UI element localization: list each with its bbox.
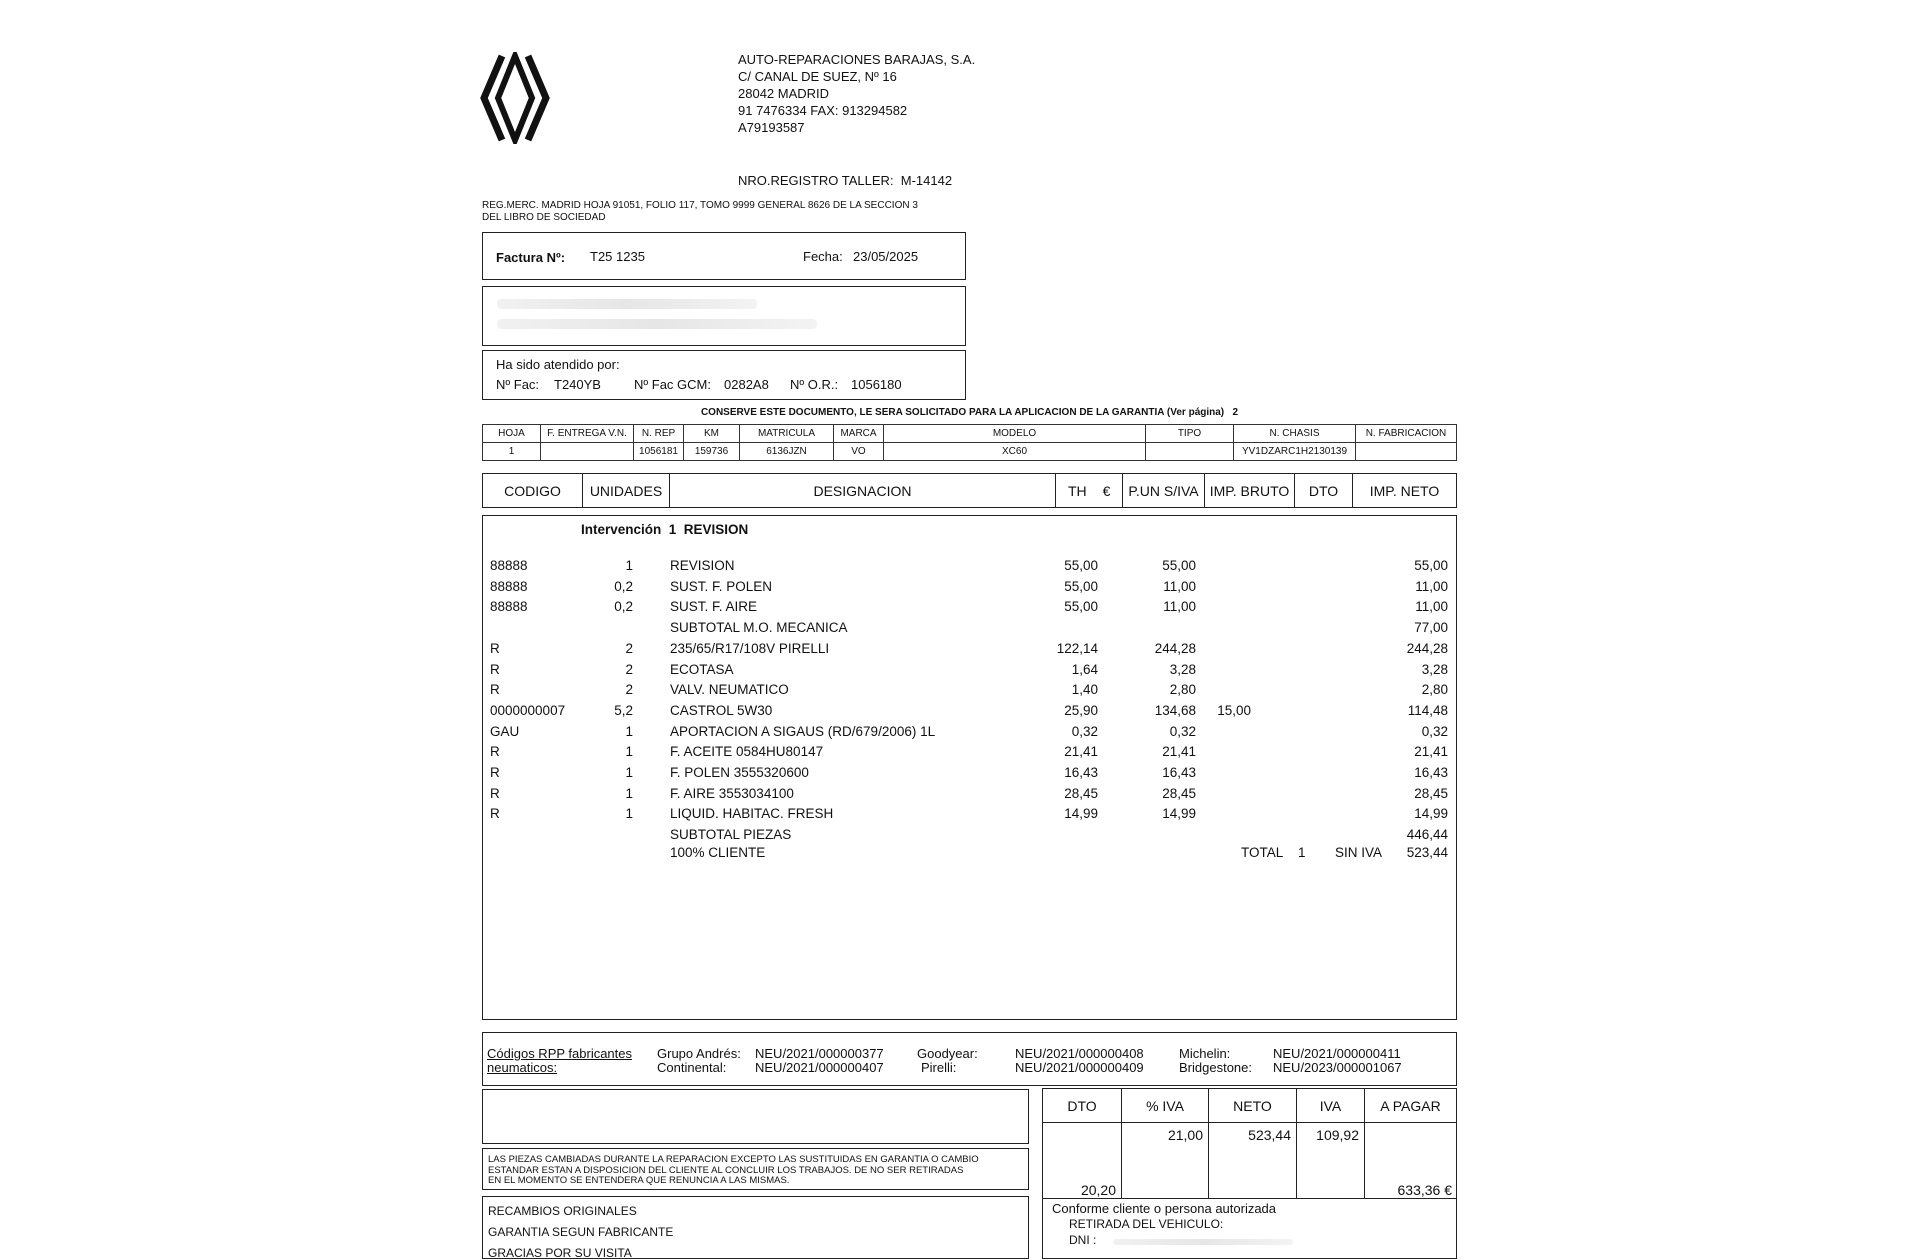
line-bruto: 0,32 bbox=[1169, 723, 1196, 739]
vh-nrep: N. REP bbox=[634, 425, 684, 443]
line-units: 2 bbox=[625, 640, 633, 656]
vv-modelo: XC60 bbox=[884, 443, 1146, 461]
line-neto: 114,48 bbox=[1407, 702, 1448, 718]
vv-matricula: 6136JZN bbox=[740, 443, 834, 461]
renault-logo bbox=[480, 52, 550, 144]
customer-box bbox=[482, 286, 966, 346]
line-bruto: 21,41 bbox=[1162, 744, 1196, 760]
date-label: Fecha: bbox=[803, 249, 843, 264]
signature-box bbox=[1042, 1198, 1457, 1259]
footer-notes-box bbox=[482, 1196, 1029, 1259]
total-dto: 20,20 bbox=[1043, 1123, 1122, 1199]
line-bruto: 3,28 bbox=[1169, 661, 1196, 677]
line-pun: 0,32 bbox=[1071, 723, 1098, 739]
fac-value: T240YB bbox=[554, 377, 601, 392]
legal-line-1: LAS PIEZAS CAMBIADAS DURANTE LA REPARACION EXCEPTO LAS SUSTITUIDAS EN GARANTIA O CAMBIO bbox=[488, 1154, 979, 1165]
vh-km: KM bbox=[684, 425, 740, 443]
goodyear-code: NEU/2021/000000408 bbox=[1015, 1046, 1144, 1061]
lines-header-row bbox=[483, 474, 1457, 508]
legal-line-3: EN EL MOMENTO SE ENTENDERA QUE RENUNCIA A LAS MISMAS. bbox=[488, 1175, 790, 1186]
client-amount: 523,44 bbox=[1406, 845, 1448, 860]
line-desig: REVISION bbox=[670, 558, 735, 573]
line-neto: 11,00 bbox=[1415, 578, 1448, 594]
line-bruto: 134,68 bbox=[1154, 702, 1196, 718]
warranty-notice: CONSERVE ESTE DOCUMENTO, LE SERA SOLICITADO PARA LA APLICACION DE LA GARANTIA (Ver página) 2 bbox=[700, 407, 1239, 418]
vv-tipo bbox=[1146, 443, 1234, 461]
company-phone: 91 7476334 FAX: 913294582 bbox=[738, 103, 908, 118]
michelin-code: NEU/2021/000000411 bbox=[1273, 1046, 1401, 1061]
line-pun: 21,41 bbox=[1064, 744, 1098, 760]
line-item bbox=[483, 577, 1456, 598]
line-pun: 55,00 bbox=[1064, 558, 1098, 573]
line-bruto: 28,45 bbox=[1162, 785, 1196, 801]
lh-codigo: CODIGO bbox=[483, 474, 583, 508]
line-neto: 244,28 bbox=[1406, 640, 1448, 656]
line-code: R bbox=[490, 744, 500, 760]
th-iva: IVA bbox=[1297, 1089, 1365, 1123]
vv-marca: VO bbox=[834, 443, 884, 461]
or-value: 1056180 bbox=[851, 377, 902, 392]
line-code: GAU bbox=[490, 723, 520, 739]
line-bruto: 55,00 bbox=[1162, 558, 1196, 573]
grupo-andres-code: NEU/2021/000000377 bbox=[755, 1046, 884, 1061]
total-neto: 523,44 bbox=[1209, 1123, 1297, 1199]
line-desig: CASTROL 5W30 bbox=[670, 702, 773, 718]
th-a-pagar: A PAGAR bbox=[1365, 1089, 1457, 1123]
line-desig: 235/65/R17/108V PIRELLI bbox=[670, 640, 830, 656]
vv-nrep: 1056181 bbox=[634, 443, 684, 461]
line-item bbox=[483, 597, 1456, 618]
line-desig: APORTACION A SIGAUS (RD/679/2006) 1L bbox=[670, 723, 936, 739]
footer-note-1: RECAMBIOS ORIGINALES bbox=[488, 1204, 637, 1218]
redacted-customer bbox=[497, 299, 757, 309]
invoice-date: 23/05/2025 bbox=[853, 249, 919, 264]
client-total-label: TOTAL bbox=[1241, 845, 1284, 860]
vv-km: 159736 bbox=[684, 443, 740, 461]
vv-entrega bbox=[541, 443, 634, 461]
line-item bbox=[483, 742, 1456, 763]
empty-notes-box bbox=[482, 1089, 1029, 1144]
vh-hoja: HOJA bbox=[483, 425, 541, 443]
company-cif: A79193587 bbox=[738, 120, 805, 135]
line-pun: 16,43 bbox=[1064, 765, 1098, 780]
line-code: R bbox=[490, 785, 500, 801]
rpp-title-2: neumaticos: bbox=[487, 1060, 558, 1075]
line-units: 1 bbox=[625, 744, 633, 760]
line-item bbox=[483, 701, 1456, 722]
redacted-dni bbox=[1113, 1239, 1293, 1245]
line-neto: 28,45 bbox=[1414, 785, 1448, 801]
line-code: R bbox=[490, 661, 500, 677]
line-bruto: 16,43 bbox=[1162, 765, 1196, 780]
line-neto: 16,43 bbox=[1414, 765, 1448, 780]
line-desig: LIQUID. HABITAC. FRESH bbox=[670, 806, 834, 822]
line-code: R bbox=[490, 640, 500, 656]
lh-bruto: IMP. BRUTO bbox=[1205, 474, 1295, 508]
line-pun: 14,99 bbox=[1064, 806, 1098, 822]
lh-th-euro bbox=[1056, 474, 1123, 508]
line-code: 88888 bbox=[490, 558, 528, 573]
line-pun: 1,40 bbox=[1071, 682, 1098, 698]
signature-line-2: RETIRADA DEL VEHICULO: bbox=[1069, 1217, 1224, 1231]
registro-taller: NRO.REGISTRO TALLER: M-14142 bbox=[738, 173, 953, 188]
line-desig: SUBTOTAL M.O. MECANICA bbox=[670, 620, 848, 636]
line-pun: 55,00 bbox=[1064, 578, 1098, 594]
attended-title: Ha sido atendido por: bbox=[496, 357, 620, 372]
vh-entrega: F. ENTREGA V.N. bbox=[541, 425, 634, 443]
line-pun: 122,14 bbox=[1056, 640, 1098, 656]
line-bruto: 14,99 bbox=[1162, 806, 1196, 822]
line-units: 2 bbox=[625, 661, 633, 677]
line-desig: SUBTOTAL PIEZAS bbox=[670, 827, 792, 843]
client-desig: 100% CLIENTE bbox=[670, 845, 766, 860]
line-code: R bbox=[490, 806, 500, 822]
lh-designacion: DESIGNACION bbox=[670, 474, 1056, 508]
th-dto: DTO bbox=[1043, 1089, 1122, 1123]
vehicle-header-row bbox=[483, 425, 1457, 443]
line-item bbox=[483, 784, 1456, 805]
line-units: 5,2 bbox=[614, 702, 633, 718]
grupo-andres-label: Grupo Andrés: bbox=[657, 1046, 741, 1061]
total-iva: 109,92 bbox=[1297, 1123, 1365, 1199]
line-item bbox=[483, 556, 1456, 577]
lh-neto: IMP. NETO bbox=[1353, 474, 1457, 508]
totals-value-row bbox=[1043, 1123, 1457, 1199]
line-code: 88888 bbox=[490, 578, 528, 594]
redacted-address bbox=[497, 319, 817, 329]
line-item bbox=[483, 722, 1456, 743]
line-pun: 55,00 bbox=[1064, 599, 1098, 615]
rpp-codes bbox=[482, 1032, 1457, 1086]
michelin-label: Michelin: bbox=[1179, 1046, 1231, 1061]
footer-note-2: GARANTIA SEGUN FABRICANTE bbox=[488, 1225, 674, 1239]
total-iva-pct: 21,00 bbox=[1122, 1123, 1209, 1199]
gcm-label: Nº Fac GCM: bbox=[634, 377, 711, 392]
line-neto: 21,41 bbox=[1414, 744, 1448, 760]
lh-euro: € bbox=[1102, 482, 1111, 499]
line-bruto: 11,00 bbox=[1163, 578, 1196, 594]
totals-header-row bbox=[1043, 1089, 1457, 1123]
line-item bbox=[483, 680, 1456, 701]
vh-chasis: N. CHASIS bbox=[1234, 425, 1356, 443]
bridgestone-label: Bridgestone: bbox=[1179, 1060, 1252, 1075]
vv-hoja: 1 bbox=[483, 443, 541, 461]
vehicle-table bbox=[482, 424, 1457, 461]
invoice-number: T25 1235 bbox=[590, 249, 645, 264]
line-neto: 3,28 bbox=[1421, 661, 1448, 677]
reg-merc-line-2: DEL LIBRO DE SOCIEDAD bbox=[482, 212, 606, 223]
company-street: C/ CANAL DE SUEZ, Nº 16 bbox=[738, 69, 897, 84]
reg-merc-line-1: REG.MERC. MADRID HOJA 91051, FOLIO 117, TOMO 9999 GENERAL 8626 DE LA SECCION 3 bbox=[482, 200, 918, 211]
line-desig: SUST. F. AIRE bbox=[670, 599, 758, 615]
client-line bbox=[483, 843, 1456, 864]
line-units: 1 bbox=[625, 558, 633, 573]
invoice-label: Factura Nº: bbox=[496, 250, 566, 265]
line-pun: 1,64 bbox=[1071, 661, 1098, 677]
line-bruto: 244,28 bbox=[1154, 640, 1196, 656]
line-bruto: 11,00 bbox=[1163, 599, 1196, 615]
legal-line-2: ESTANDAR ESTAN A DISPOSICION DEL CLIENTE AL CONCLUIR LOS TRABAJOS. DE NO SER RETIRADAS bbox=[488, 1164, 964, 1176]
lines-header bbox=[482, 473, 1457, 508]
vh-matricula: MATRICULA bbox=[740, 425, 834, 443]
line-neto: 2,80 bbox=[1421, 682, 1448, 698]
vv-chasis: YV1DZARC1H2130139 bbox=[1234, 443, 1356, 461]
line-neto: 0,32 bbox=[1421, 723, 1448, 739]
line-item bbox=[483, 618, 1456, 639]
line-neto: 11,00 bbox=[1415, 599, 1448, 615]
totals-table bbox=[1042, 1088, 1457, 1199]
line-neto: 14,99 bbox=[1414, 806, 1448, 822]
line-code: 0000000007 bbox=[490, 702, 566, 718]
vh-modelo: MODELO bbox=[884, 425, 1146, 443]
line-dto: 15,00 bbox=[1217, 702, 1251, 718]
invoice-box bbox=[482, 232, 966, 280]
line-desig: F. POLEN 3555320600 bbox=[670, 765, 809, 780]
lh-dto: DTO bbox=[1295, 474, 1353, 508]
bridgestone-code: NEU/2023/000001067 bbox=[1273, 1060, 1402, 1075]
line-units: 1 bbox=[625, 806, 633, 822]
continental-label: Continental: bbox=[657, 1060, 727, 1075]
reg-merc bbox=[482, 200, 918, 224]
line-desig: ECOTASA bbox=[670, 661, 734, 677]
signature-line-1: Conforme cliente o persona autorizada bbox=[1052, 1201, 1277, 1216]
or-label: Nº O.R.: bbox=[790, 377, 839, 392]
company-city: 28042 MADRID bbox=[738, 86, 830, 101]
total-a-pagar: 633,36 € bbox=[1365, 1123, 1457, 1199]
attended-box bbox=[482, 350, 966, 400]
line-units: 1 bbox=[625, 723, 633, 739]
line-desig: SUST. F. POLEN bbox=[670, 578, 773, 594]
line-desig: F. AIRE 3553034100 bbox=[670, 785, 794, 801]
line-code: R bbox=[490, 765, 500, 780]
client-total-num: 1 bbox=[1298, 845, 1306, 860]
signature-line-3: DNI : bbox=[1069, 1233, 1097, 1247]
lh-th: TH bbox=[1068, 482, 1087, 499]
lh-pun: P.UN S/IVA bbox=[1123, 474, 1205, 508]
vh-fabricacion: N. FABRICACION bbox=[1356, 425, 1457, 443]
line-units: 0,2 bbox=[614, 599, 633, 615]
line-pun: 28,45 bbox=[1064, 785, 1098, 801]
rpp-title-1: Códigos RPP fabricantes bbox=[487, 1046, 633, 1061]
vehicle-value-row bbox=[483, 443, 1457, 461]
line-item bbox=[483, 660, 1456, 681]
vh-marca: MARCA bbox=[834, 425, 884, 443]
continental-code: NEU/2021/000000407 bbox=[755, 1060, 884, 1075]
line-bruto: 2,80 bbox=[1169, 682, 1196, 698]
line-units: 1 bbox=[625, 785, 633, 801]
line-item bbox=[483, 639, 1456, 660]
gcm-value: 0282A8 bbox=[724, 377, 769, 392]
pirelli-label: Pirelli: bbox=[921, 1060, 957, 1075]
line-item bbox=[483, 763, 1456, 784]
fac-label: Nº Fac: bbox=[496, 377, 540, 392]
line-units: 0,2 bbox=[614, 578, 633, 594]
company-name: AUTO-REPARACIONES BARAJAS, S.A. bbox=[738, 52, 976, 67]
line-units: 2 bbox=[625, 682, 633, 698]
legal-box bbox=[482, 1148, 1029, 1190]
line-code: R bbox=[490, 682, 500, 698]
th-iva-pct: % IVA bbox=[1122, 1089, 1209, 1123]
th-neto: NETO bbox=[1209, 1089, 1297, 1123]
vv-fabricacion bbox=[1356, 443, 1457, 461]
line-desig: VALV. NEUMATICO bbox=[670, 682, 789, 698]
intervention-title: Intervención 1 REVISION bbox=[581, 522, 749, 537]
line-units: 1 bbox=[625, 765, 633, 780]
line-pun: 25,90 bbox=[1064, 702, 1098, 718]
line-desig: F. ACEITE 0584HU80147 bbox=[670, 744, 824, 760]
line-neto: 55,00 bbox=[1414, 558, 1448, 573]
footer-note-3: GRACIAS POR SU VISITA bbox=[488, 1246, 632, 1260]
line-neto: 77,00 bbox=[1414, 620, 1448, 636]
lh-unidades: UNIDADES bbox=[583, 474, 670, 508]
company-info bbox=[738, 51, 975, 136]
line-neto: 446,44 bbox=[1406, 827, 1448, 843]
line-code: 88888 bbox=[490, 599, 528, 615]
pirelli-code: NEU/2021/000000409 bbox=[1015, 1060, 1144, 1075]
vh-tipo: TIPO bbox=[1146, 425, 1234, 443]
invoice-lines bbox=[482, 515, 1457, 1020]
client-sin-iva: SIN IVA bbox=[1335, 845, 1383, 860]
line-item bbox=[483, 804, 1456, 825]
goodyear-label: Goodyear: bbox=[917, 1046, 978, 1061]
